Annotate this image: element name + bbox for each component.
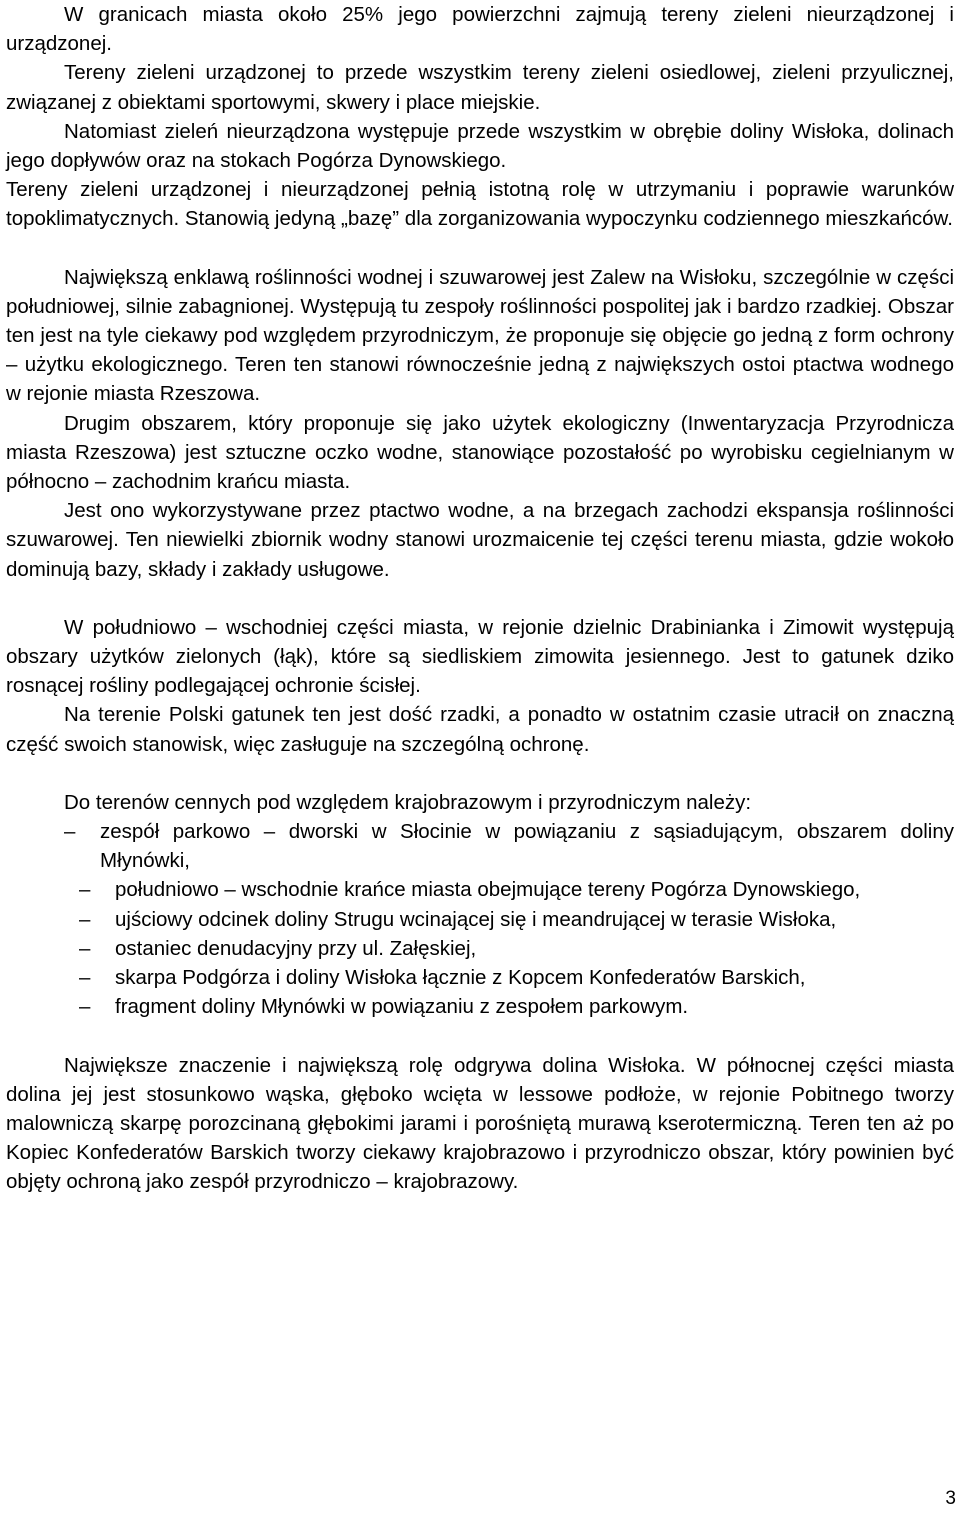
- list-item: [6, 817, 954, 875]
- paragraph-wislok-reservoir: Największą enklawą roślinności wodnej i szuwarowej jest Zalew na Wisłoku, szczególnie w części południowej, silnie zabagnionej. Występują tu zespoły roślinności pospolitej jak i bardzo rzadkiej. Obszar ten jest na tyle ciekawy pod względem przyrodniczym, że proponuje się objęcie go jedną z form ochrony – użytku ekologicznego. Teren ten stanowi równocześnie jedną z największych ostoi ptactwa wodnego w rejonie miasta Rzeszowa.: [6, 265, 954, 406]
- paragraph-topoclimatic-role: Tereny zieleni urządzonej i nieurządzonej pełnią istotną rolę w utrzymaniu i poprawie warunków topoklimatycznych. Stanowią jedyną „bazę” dla zorganizowania wypoczynku codziennego mieszkańców.: [6, 178, 954, 231]
- dash-bullet: –: [79, 878, 91, 902]
- dash-bullet: –: [79, 907, 91, 931]
- paragraph-wislok-valley: Największe znaczenie i największą rolę odgrywa dolina Wisłoka. W północnej części miasta dolina jej jest stosunkowo wąska, głęboko wcięta w lessowe podłoże, w rejonie Pobitnego tworzy malowniczą skarpę porozcinaną głębokimi jarami i porośniętą murawą kserotermiczną. Teren ten aż po Kopiec Konfederatów Barskich tworzy ciekawy krajobrazowo i przyrodniczo obszar, który powinien być objęty ochroną jako zespół przyrodniczo – krajobrazowy.: [6, 1053, 954, 1194]
- list-item-text: skarpa Podgórza i doliny Wisłoka łącznie z Kopcem Konfederatów Barskich,: [115, 966, 806, 990]
- paragraph-species-protection: Na terenie Polski gatunek ten jest dość rzadki, a ponadto w ostatnim czasie utracił on znaczną część swoich stanowisk, więc zasługuje na szczególną ochronę.: [6, 703, 954, 756]
- paragraph-managed-green-areas: Tereny zieleni urządzonej to przede wszystkim tereny zieleni osiedlowej, zieleni przyulicznej, związanej z obiektami sportowymi, skwery i place miejskie.: [6, 61, 954, 114]
- list-item: [6, 905, 954, 934]
- list-item-text: ostaniec denudacyjny przy ul. Załęskiej,: [115, 936, 477, 960]
- paragraph-green-areas-share: W granicach miasta około 25% jego powierzchni zajmują tereny zieleni nieurządzonej i urządzonej.: [6, 3, 954, 56]
- list-item: [6, 934, 954, 963]
- list-item: [6, 992, 954, 1021]
- list-item: [6, 963, 954, 992]
- list-item-text: południowo – wschodnie krańce miasta obejmujące tereny Pogórza Dynowskiego,: [115, 878, 861, 902]
- page-number: 3: [945, 1488, 956, 1509]
- list-item-text: fragment doliny Młynówki w powiązaniu z zespołem parkowym.: [115, 995, 689, 1019]
- list-item-text: ujściowy odcinek doliny Strugu wcinającej się i meandrującej w terasie Wisłoka,: [115, 907, 837, 931]
- list-item-text: zespół parkowo – dworski w Słocinie w powiązaniu z sąsiadującym, obszarem doliny Młynówki,: [100, 820, 954, 873]
- dash-bullet: –: [79, 995, 91, 1019]
- dash-bullet: –: [64, 820, 76, 844]
- paragraph-spacer: [6, 584, 954, 613]
- paragraph-meadows-southeast: W południowo – wschodniej części miasta, w rejonie dzielnic Drabinianka i Zimowit występują obszary użytków zielonych (łąk), które są siedliskiem zimowita jesiennego. Jest to gatunek dziko rosnącej rośliny podlegającej ochronie ścisłej.: [6, 615, 954, 698]
- document-page: [6, 0, 954, 1197]
- dash-bullet: –: [79, 936, 91, 960]
- paragraph-spacer: [6, 1022, 954, 1051]
- dash-bullet: –: [79, 966, 91, 990]
- paragraph-waterfowl-expansion: Jest ono wykorzystywane przez ptactwo wodne, a na brzegach zachodzi ekspansja roślinności szuwarowej. Ten niewielki zbiornik wodny stanowi urozmaicenie tej części terenu miasta, gdzie wokoło dominują bazy, składy i zakłady usługowe.: [6, 499, 954, 581]
- paragraph-valuable-areas-intro: Do terenów cennych pod względem krajobrazowym i przyrodniczym należy:: [64, 790, 752, 814]
- paragraph-artificial-pond: Drugim obszarem, który proponuje się jako użytek ekologiczny (Inwentaryzacja Przyrodnicza miasta Rzeszowa) jest sztuczne oczko wodne, stanowiące pozostałość po wyrobisku cegielnianym w północno – zachodnim krańcu miasta.: [6, 411, 954, 494]
- paragraph-unmanaged-green-areas: Natomiast zieleń nieurządzona występuje przede wszystkim w obrębie doliny Wisłoka, dolinach jego dopływów oraz na stokach Pogórza Dynowskiego.: [6, 119, 954, 173]
- list-item: [6, 875, 954, 904]
- valuable-areas-list: [6, 817, 954, 1021]
- paragraph-spacer: [6, 234, 954, 263]
- paragraph-spacer: [6, 759, 954, 788]
